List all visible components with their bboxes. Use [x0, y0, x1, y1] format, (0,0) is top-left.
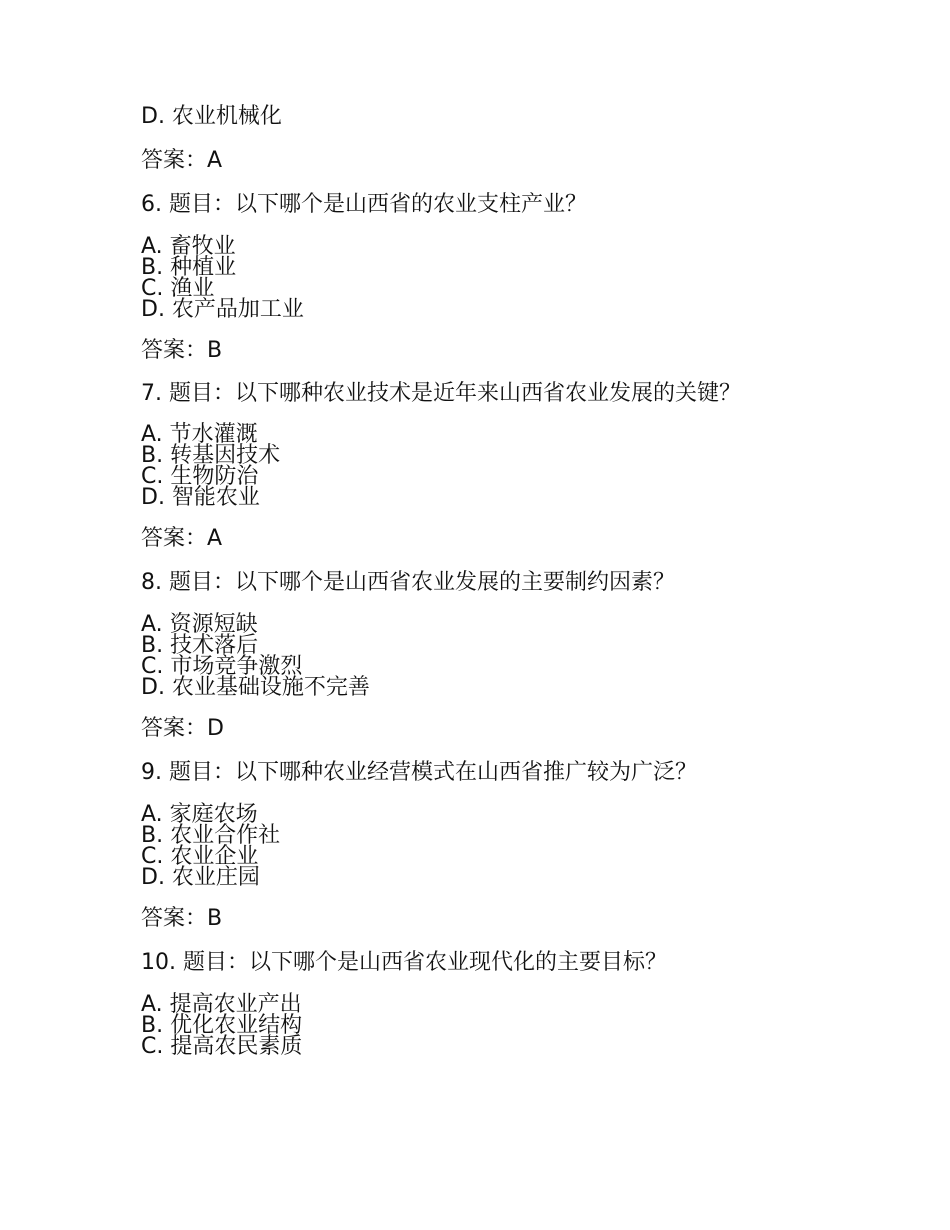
option-d: D. 农产品加工业	[141, 297, 304, 322]
answer-6: 答案：B	[141, 338, 223, 363]
option-a: A. 资源短缺	[141, 612, 258, 637]
option-a: A. 家庭农场	[141, 802, 258, 827]
option-c: C. 市场竞争激烈	[141, 654, 303, 679]
question-7-options	[141, 424, 841, 508]
question-6-options	[141, 236, 841, 320]
answer-9: 答案：B	[141, 906, 223, 931]
option-b: B. 种植业	[141, 255, 237, 280]
option-b: B. 转基因技术	[141, 443, 281, 468]
option-b: B. 技术落后	[141, 633, 259, 658]
option-c: C. 生物防治	[141, 464, 259, 489]
answer-5: 答案：A	[141, 148, 223, 173]
answer-8: 答案：D	[141, 716, 224, 741]
option-c: C. 提高农民素质	[141, 1034, 303, 1059]
question-7-title: 7. 题目：以下哪种农业技术是近年来山西省农业发展的关键？	[141, 381, 741, 406]
option-a: A. 畜牧业	[141, 234, 236, 259]
document-page	[141, 104, 841, 1057]
question-8-title: 8. 题目：以下哪个是山西省农业发展的主要制约因素？	[141, 570, 675, 595]
option-d: D. 智能农业	[141, 485, 260, 510]
question-8-options	[141, 614, 841, 698]
answer-7: 答案：A	[141, 526, 223, 551]
option-c: C. 农业企业	[141, 844, 259, 869]
question-6-title: 6. 题目：以下哪个是山西省的农业支柱产业？	[141, 192, 587, 217]
option-b: B. 农业合作社	[141, 823, 281, 848]
option-a: A. 提高农业产出	[141, 992, 302, 1017]
option-b: B. 优化农业结构	[141, 1013, 303, 1038]
option-d: D. 农业庄园	[141, 865, 260, 890]
question-10-title: 10. 题目：以下哪个是山西省农业现代化的主要目标？	[141, 950, 667, 975]
prev-option-d: D. 农业机械化	[141, 104, 282, 129]
question-9-options	[141, 804, 841, 888]
option-d: D. 农业基础设施不完善	[141, 675, 370, 700]
option-a: A. 节水灌溉	[141, 422, 258, 447]
question-10-options	[141, 994, 841, 1057]
question-9-title: 9. 题目：以下哪种农业经营模式在山西省推广较为广泛？	[141, 760, 697, 785]
option-c: C. 渔业	[141, 276, 215, 301]
